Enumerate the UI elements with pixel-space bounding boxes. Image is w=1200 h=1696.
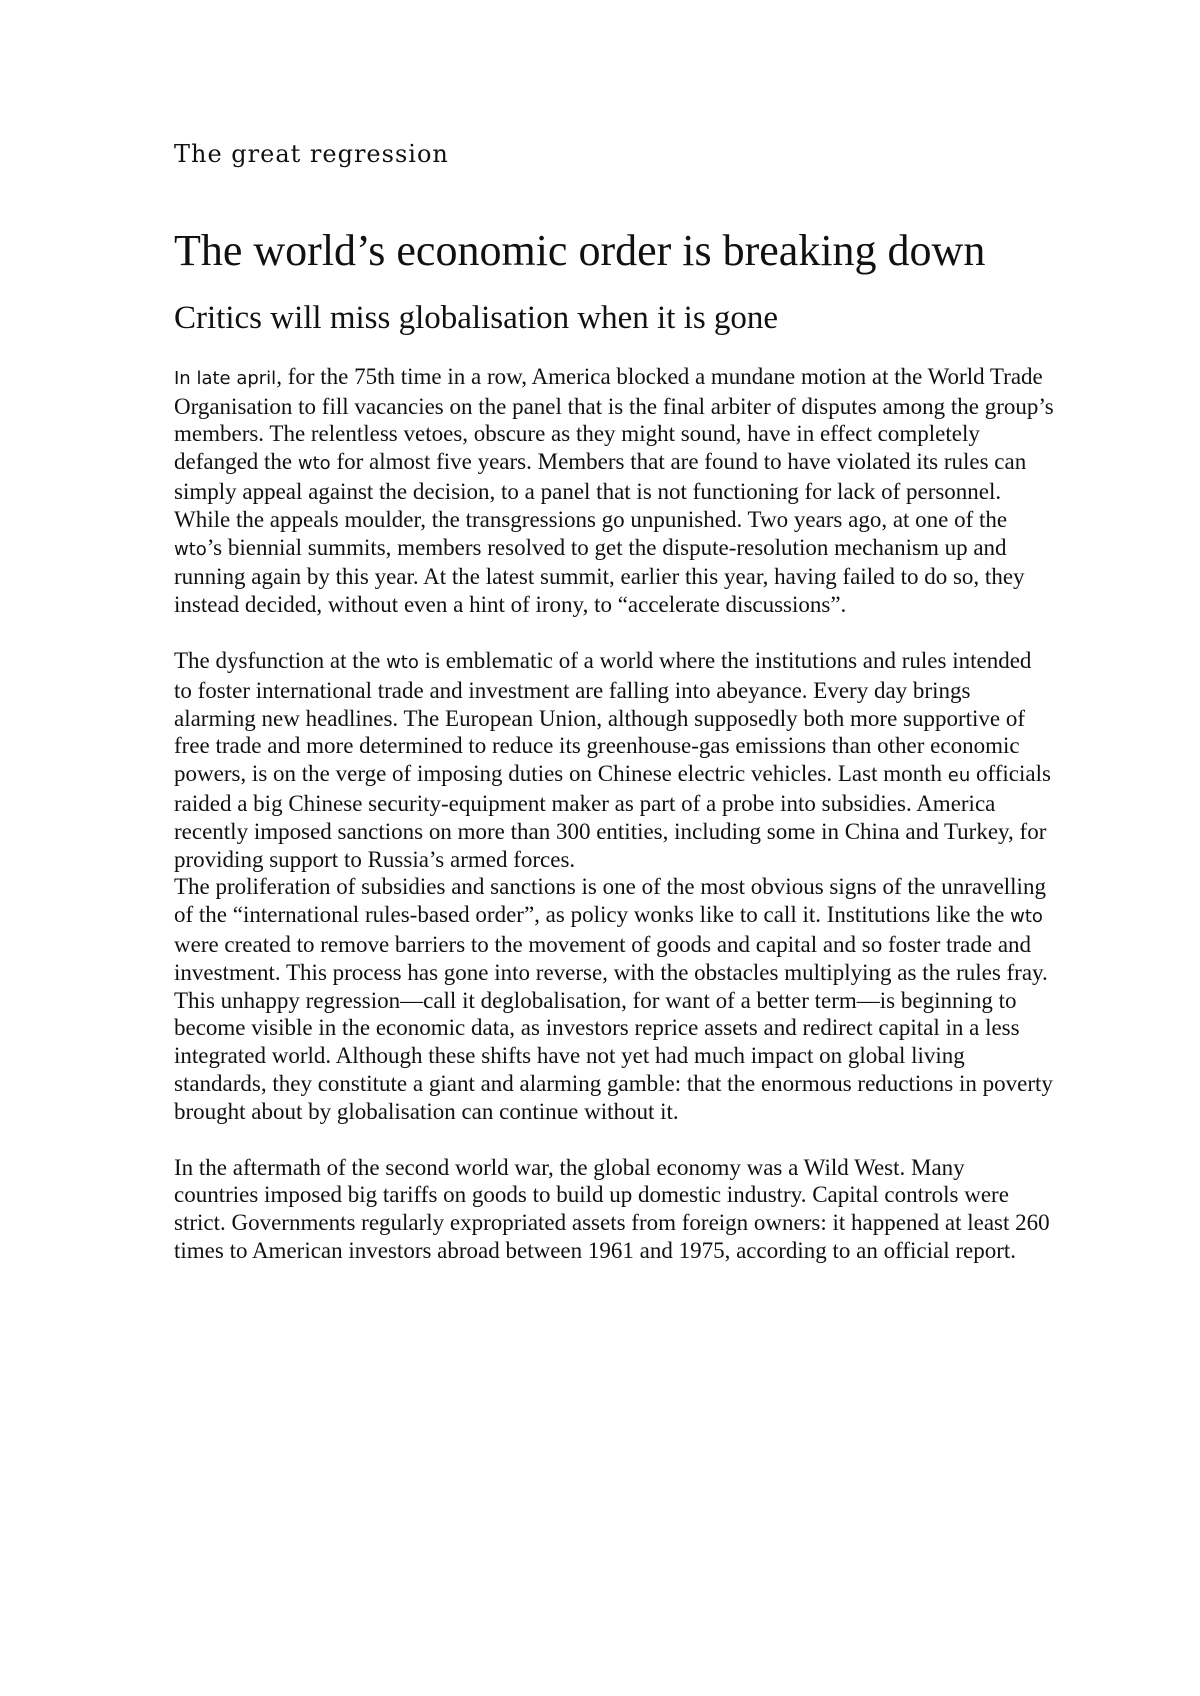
paragraph-3-text-a: The proliferation of subsidies and sanctions is one of the most obvious signs of the unravelling of the “international rules-based order”, as policy wonks like to call it. Institutions like the xyxy=(174,874,1046,928)
paragraph-2-text-c: officials raided a big Chinese security-equipment maker as part of a probe into subsidies. America recently imposed sanctions on more than 300 entities, including some in China and Turkey, for providing support to Russia’s armed forces. xyxy=(174,761,1051,872)
article-standfirst: Critics will miss globalisation when it is gone xyxy=(174,299,779,336)
paragraph-2-text-a: The dysfunction at the xyxy=(174,647,387,673)
abbr-wto: wto xyxy=(1010,906,1043,928)
article xyxy=(174,140,1054,1265)
abbr-eu: eu xyxy=(947,765,971,787)
paragraph-4: In the aftermath of the second world war, the global economy was a Wild West. Many countries imposed big tariffs on goods to build up domestic industry. Capital controls were strict. Governments regularly expropriated assets from foreign owners: it happened at least 260 times to American investors abroad between 1961 and 1975, according to an official report. xyxy=(174,1154,1050,1263)
paragraph-3-text-b: were created to remove barriers to the movement of goods and capital and so foster trade and investment. This process has gone into reverse, with the obstacles multiplying as the rules fray. This unhappy regression—call it deglobalisation, for want of a better term—is beginning to become visible in the economic data, as investors reprice assets and redirect capital in a less integrated world. Although these shifts have not yet had much impact on global living standards, they constitute a giant and alarming gamble: that the enormous reductions in poverty brought about by globalisation can continue without it. xyxy=(174,931,1053,1124)
paragraph-2 xyxy=(174,647,1054,873)
abbr-wto: wto xyxy=(174,538,207,560)
paragraph-3 xyxy=(174,873,1054,1125)
article-headline: The world’s economic order is breaking down xyxy=(174,225,986,275)
paragraph-1-text-b: for almost five years. Members that are found to have violated its rules can simply appeal against the decision, to a panel that is not functioning for lack of personnel. While the appeals moulder, the transgressions go unpunished. Two years ago, at one of the xyxy=(174,449,1027,532)
paragraph-1-text-c: ’s biennial summits, members resolved to get the dispute-resolution mechanism up and running again by this year. At the latest summit, earlier this year, having failed to do so, they instead decided, without even a hint of irony, to “accelerate discussions”. xyxy=(174,534,1025,618)
paragraph-1-text-a: , for the 75th time in a row, America blocked a mundane motion at the World Trade Organisation to fill vacancies on the panel that is the final arbiter of disputes among the group’s members. The relentless vetoes, obscure as they might sound, have in effect completely defanged the xyxy=(174,363,1054,475)
paragraph-lead-in: In late april xyxy=(174,367,277,389)
paragraph-1 xyxy=(174,363,1054,619)
abbr-wto: wto xyxy=(386,651,419,673)
article-rubric: The great regression xyxy=(174,140,449,168)
abbr-wto: wto xyxy=(297,453,331,475)
paragraph-2-text-b: is emblematic of a world where the institutions and rules intended to foster international trade and investment are falling into abeyance. Every day brings alarming new headlines. The European Union, although supposedly both more supportive of free trade and more determined to reduce its greenhouse-gas emissions than other economic powers, is on the verge of imposing duties on Chinese electric vehicles. Last month xyxy=(174,647,1032,787)
